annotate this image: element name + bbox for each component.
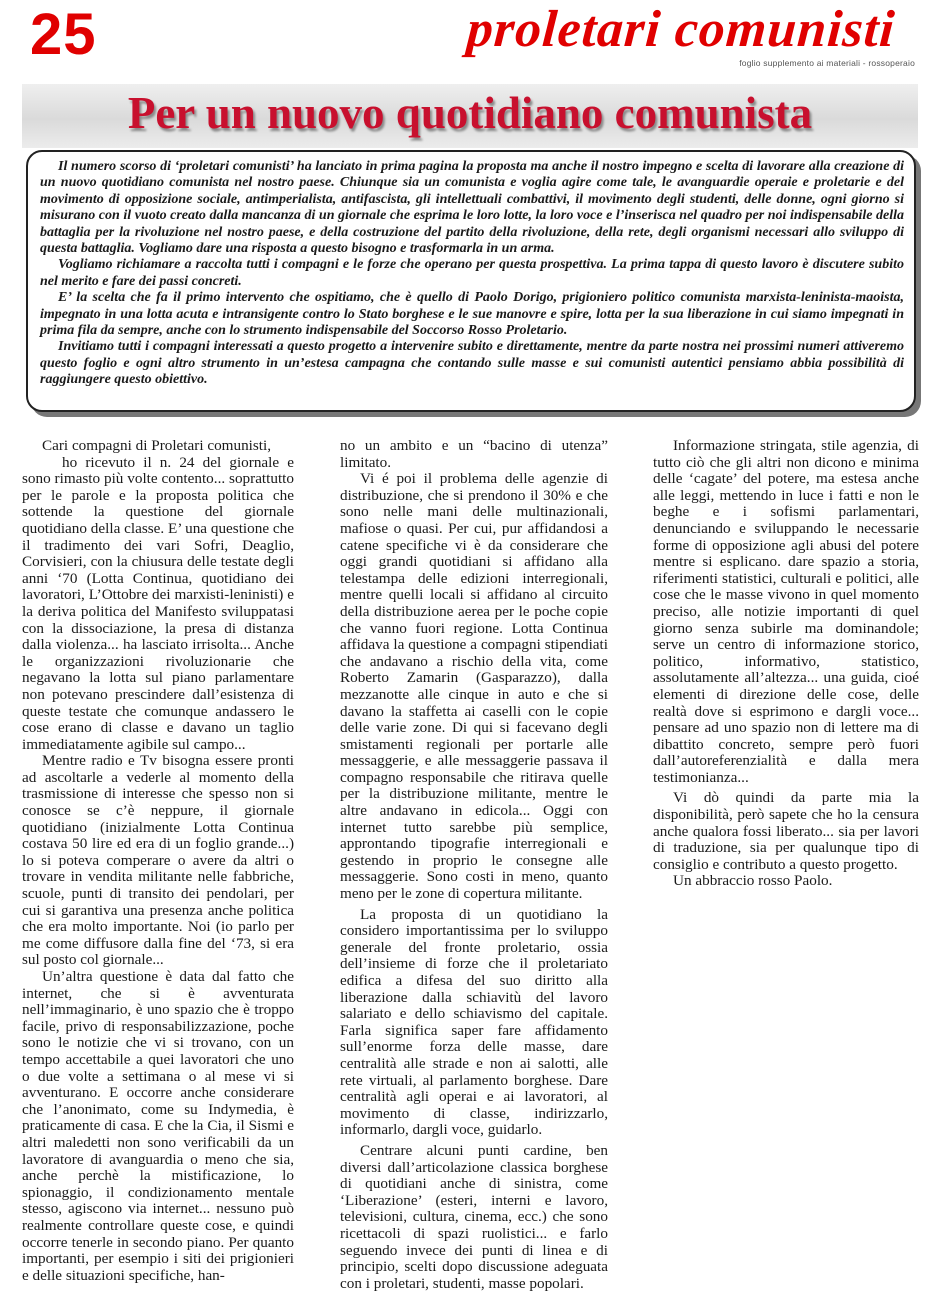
- page-title: Per un nuovo quotidiano comunista: [127, 88, 813, 138]
- salutation: Cari compagni di Proletari comunisti,: [42, 437, 272, 454]
- article-paragraph: Vi dò quindi da parte mia la disponibilità, però sapete che ho la censura anche qualora fossi liberato... sia per lavori di traduzione, sia per qualunque tipo di consiglio e contributo a questo progetto.: [653, 789, 919, 873]
- masthead-title: proletari comunisti: [465, 1, 897, 58]
- article-paragraph: Un’altra questione è data dal fatto che internet, che si è avventurata nell’immaginario, è uno spazio che è troppo facile, privo di responsabilizzazione, poche sono le notizie che vi si trovano, con un tempo accettabile a quei lavoratori che uno o due volte a settimana o al mese vi si avventurano. E occorre anche considerare che l’anonimato, come su Indymedia, è praticamente di casa. E che la Cia, il Sismi e altri maledetti non sono verificabili da un lavoratore di avanguardia o meno che sia, anche perchè la mistificazione, lo spionaggio, il condizionamento mentale stesso, agiscono via internet... nessuno può realmente controllare queste cose, e quindi occorre tenerle in secondo piano. Per quanto importanti, per esempio i siti dei prigionieri e delle situazioni specifiche, han-: [22, 968, 294, 1284]
- article-paragraph: Informazione stringata, stile agenzia, di tutto ciò che gli altri non dicono e minima delle ‘cagate’ del potere, ma estesa anche alle leggi, mettendo in luce i fatti e non le beghe e i sofismi parlamentari, denunciando e sviluppando le necessarie forme di opposizione agli abusi del potere mentre si esplicano. dare spazio a storia, riferimenti statistici, culturali e politici, alle cose che le masse vivono in quel momento preciso, alle notizie importanti di quel giorno senza subirle ma dominandole; serve un centro di informazione storico, politico, informativo, statistico, assolutamente all’altezza... una guida, cioé elementi di direzione delle cose, delle realtà dove si esprimono e dargli voce... pensare ad uno spazio non di lettere ma di dibattito concreto, sempre però fuori dall’autoreferenzialità e dalla mera testimonianza...: [653, 437, 919, 786]
- intro-paragraph: Il numero scorso di ‘proletari comunisti’ ha lanciato in prima pagina la proposta ma anche il nostro impegno e scelta di lavorare alla creazione di un nuovo quotidiano comunista nel nostro paese. Chiunque sia un comunista e voglia agire come tale, le avanguardie operaie e proletarie e del movimento di opposizione sociale, antimperialista, antifascista, gli intellettuali combattivi, il movimento degli studenti, delle donne, ogni giorno si misurano con il vuoto creato dalla mancanza di un giornale che esprima le loro lotte, la loro voce e l’inserisca nel quadro per noi indispensabile della battaglia per la rivoluzione nel nostro paese, e della costruzione del partito della rivoluzione, della rete, degli organismi necessari allo sviluppo di questa battaglia. Vogliamo dare una risposta a questo bisogno e trasformarla in un arma.: [40, 159, 904, 257]
- intro-paragraph: Invitiamo tutti i compagni interessati a questo progetto a intervenire subito e direttamente, mentre da parte nostra nei prossimi numeri attiveremo questo foglio e ogni altro strumento in un’estesa campagna che contando sulle masse e sui comunisti autentici pensiamo abbia possibilità di raggiungere questo obiettivo.: [40, 339, 904, 388]
- article-paragraph: Centrare alcuni punti cardine, ben diversi dall’articolazione classica borghese di quotidiani anche di sinistra, come ‘Liberazione’ (esteri, interni e lavoro, televisioni, cultura, cinema, ecc.) che sono ricettacoli di spazi ruolistici... e farlo seguendo invece dei punti di linea e di principio, scelti dopo discussione adeguata con i proletari, studenti, masse popolari.: [340, 1141, 608, 1292]
- issue-number: 25: [30, 2, 97, 67]
- article-paragraph: La proposta di un quotidiano la considero importantissima per lo sviluppo generale del fronte proletario, ossia dell’insieme di forze che il proletariato edifica a difesa del suo diritto alla liberazione dalla schiavitù del lavoro salariato e dello schiavismo del capitale. Farla significa saper fare affidamento sull’enorme forza delle masse, dare centralità alle strade e non ai salotti, alle rete virtuali, al parlamento borghese. Dare centralità agli operai e ai lavoratori, al movimento di classe, indirizzarlo, informarlo, dargli voce, guidarlo.: [340, 905, 608, 1139]
- intro-text: [40, 159, 904, 389]
- intro-paragraph: Vogliamo richiamare a raccolta tutti i compagni e le forze che operano per questa prospettiva. La prima tappa di questo lavoro è discutere subito nel merito e fare dei passi concreti.: [40, 257, 904, 289]
- article-column-3: [653, 438, 919, 890]
- article-paragraph: Vi é poi il problema delle agenzie di distribuzione, che si prendono il 30% e che sono nelle mani delle multinazionali, mafiose o quasi. Per cui, pur affidandosi a catene specifiche vi è da considerare che oggi grandi quotidiani si affidano alla telestampa delle edizioni interregionali, mentre quelli locali si affidano al circuito della distribuzione aerea per le poche copie che vanno fuori regione. Lotta Continua affidava la questione a compagni stipendiati che andavano a rischio della vita, come Roberto Zamarin (Gasparazzo), dalla mezzanotte alle cinque in auto e che si davano la staffetta ai caselli con le copie delle varie zone. Di qui si facevano degli smistamenti regionali per portarle alle messaggerie, e alle messaggerie passava il compagno responsabile che ritirava quelle per la distribuzione militante, mentre le altre andavano in edicola... Oggi con internet tutto sarebbe più semplice, approntando tipografie interregionali e gestendo in proprio le consegne alle messaggerie. Sono costi in meno, quanto meno per le zone di copertura militante.: [340, 470, 608, 903]
- intro-box: [26, 150, 916, 412]
- article-paragraph: no un ambito e un “bacino di utenza” limitato.: [340, 437, 608, 471]
- masthead-subtitle: foglio supplemento ai materiali - rossoperaio: [739, 58, 915, 68]
- signoff: Un abbraccio rosso Paolo.: [673, 872, 833, 890]
- article-column-1: [22, 438, 294, 1284]
- article-paragraph: ho ricevuto il n. 24 del giornale e sono rimasto più volte contento... soprattutto per le parole e la proposta politica che sottende la questione del giornale quotidiano della classe. E’ una questione che il tradimento dei vari Sofri, Deaglio, Corvisieri, con la chiusura delle testate degli anni ‘70 (Lotta Continua, quotidiano dei lavoratori, L’Ottobre dei marxisti-leninisti) e la deriva politica del Manifesto sviluppatasi con la dissociazione, la presa di distanza dalla violenza... ha lasciato irrisolta... Anche le organizzazioni rivoluzionarie che negavano la lotta sul piano parlamentare non potevano prescindere dall’esistenza di queste testate che comunque andassero le cose erano di classe e davano un taglio immediatamente agibile sul campo...: [22, 453, 294, 753]
- article-column-2: [340, 438, 608, 1292]
- intro-paragraph: E’ la scelta che fa il primo intervento che ospitiamo, che è quello di Paolo Dorigo, prigioniero politico comunista marxista-leninista-maoista, impegnato in una lotta acuta e intransigente contro lo Stato borghese e le sue manovre e spire, lotta per la sua liberazione in cui siamo impegnati in prima fila da sempre, anche con lo strumento indispensabile del Soccorso Rosso Proletario.: [40, 290, 904, 339]
- article-paragraph: Mentre radio e Tv bisogna essere pronti ad ascoltarle a vederle al momento della trasmissione di interesse che spesso non si conosce se c’è neppure, il giornale quotidiano (inizialmente Lotta Continua costava 50 lire ed era di un foglio grande...) lo si poteva comperare o avere da altri o trovare in vendita militante nelle fabbriche, scuole, punti di transito dei pendolari, per cui si garantiva una presenza anche politica che era molto importante. Noi (io parlo per me come diffusore dalla fine del ‘73, si era sul posto col giornale...: [22, 752, 294, 969]
